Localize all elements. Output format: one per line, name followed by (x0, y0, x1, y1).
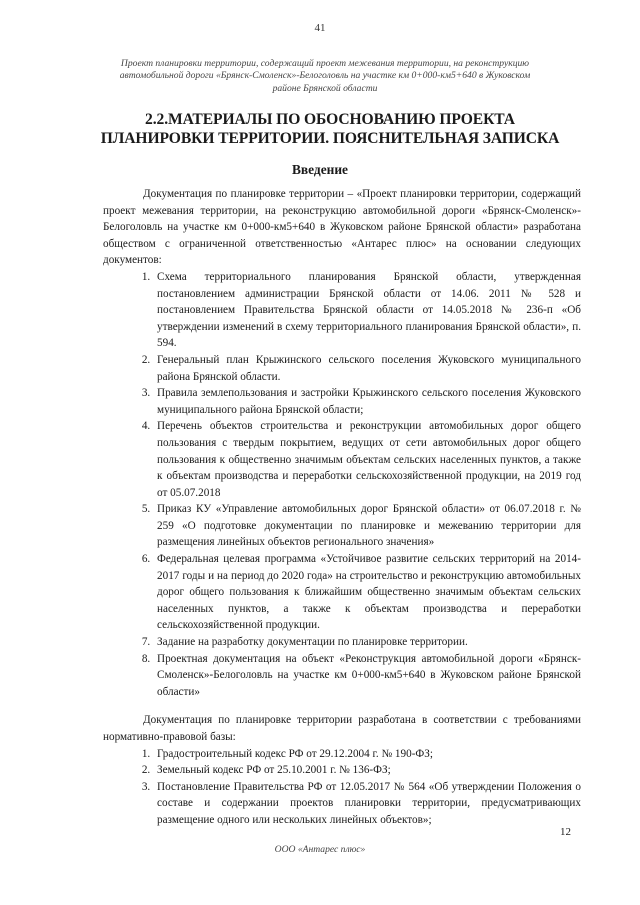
document-body (103, 186, 581, 829)
basis-documents-list (103, 269, 581, 700)
section-title: 2.2.МАТЕРИАЛЫ ПО ОБОСНОВАНИЮ ПРОЕКТА ПЛАНИРОВКИ ТЕРРИТОРИИ. ПОЯСНИТЕЛЬНАЯ ЗАПИСКА (100, 111, 560, 147)
running-header: Проект планировки территории, содержащий проект межевания территории, на реконструкцию автомобильной дороги «Брянск-Смоленск»-Белоголовль на участке км 0+000-км5+640 в Жуковском районе Брянской области (119, 58, 531, 94)
regulatory-documents-list (103, 746, 581, 829)
list-item: 4. Перечень объектов строительства и реконструкции автомобильных дорог общего пользования с твердым покрытием, ведущих от сети автомобильных дорог общего пользования к общественно значимым объектам сельских населенных пунктов, а также к объектам производства и переработки сельскохозяйственной продукции, на 2019 год от 05.07.2018 (153, 418, 581, 501)
list-item: 5. Приказ КУ «Управление автомобильных дорог Брянской области» от 06.07.2018 г. № 259 «О подготовке документации по планировке и межеванию территории для размещения линейных объектов регионального значения» (153, 501, 581, 551)
list-item: 6. Федеральная целевая программа «Устойчивое развитие сельских территорий на 2014-2017 годы и на период до 2020 года» на строительство и реконструкцию автомобильных дорог общего пользования к ближайшим общественно значимым объектам сельских населенных пунктов, а также к объектам производства и переработки сельскохозяйственной продукции. (153, 551, 581, 634)
regulatory-paragraph: Документация по планировке территории разработана в соответствии с требованиями нормативно-правовой базы: (103, 714, 581, 743)
list-item: 2. Земельный кодекс РФ от 25.10.2001 г. № 136-ФЗ; (153, 762, 581, 779)
intro-title: Введение (291, 162, 349, 177)
list-item: 7. Задание на разработку документации по планировке территории. (153, 634, 581, 651)
list-item: 3. Правила землепользования и застройки Крыжинского сельского поселения Жуковского муниципального района Брянской области; (153, 385, 581, 418)
list-item: 3. Постановление Правительства РФ от 12.05.2017 № 564 «Об утверждении Положения о составе и содержании проектов планировки территории, предусматривающих размещение одного или нескольких линейных объектов»; (153, 779, 581, 829)
list-item: 2. Генеральный план Крыжинского сельского поселения Жуковского муниципального района Брянской области. (153, 352, 581, 385)
footer: ООО «Антарес плюс» (274, 844, 366, 855)
page-number-bottom: 12 (560, 826, 571, 838)
list-item: 1. Градостроительный кодекс РФ от 29.12.2004 г. № 190-ФЗ; (153, 746, 581, 763)
list-item: 1. Схема территориального планирования Брянской области, утвержденная постановлением администрации Брянской области от 14.06. 2011 № 528 и постановлением Правительства Брянской области от 14.05.2018 № 236-п «Об утверждении изменений в схему территориального планирования Брянской области», п. 594. (153, 269, 581, 352)
list-item: 8. Проектная документация на объект «Реконструкция автомобильной дороги «Брянск-Смоленск»-Белоголовль на участке км 0+000-км5+640 в Жуковском районе Брянской области» (153, 651, 581, 701)
intro-paragraph: Документация по планировке территории – «Проект планировки территории, содержащий проект межевания территории, на реконструкцию автомобильной дороги «Брянск-Смоленск»-Белоголовль на участке км 0+000-км5+640 в Жуковском районе Брянской области» разработана обществом с ограниченной ответственностью «Антарес плюс» на основании следующих документов: (103, 188, 581, 267)
page-number-top: 41 (314, 22, 326, 34)
